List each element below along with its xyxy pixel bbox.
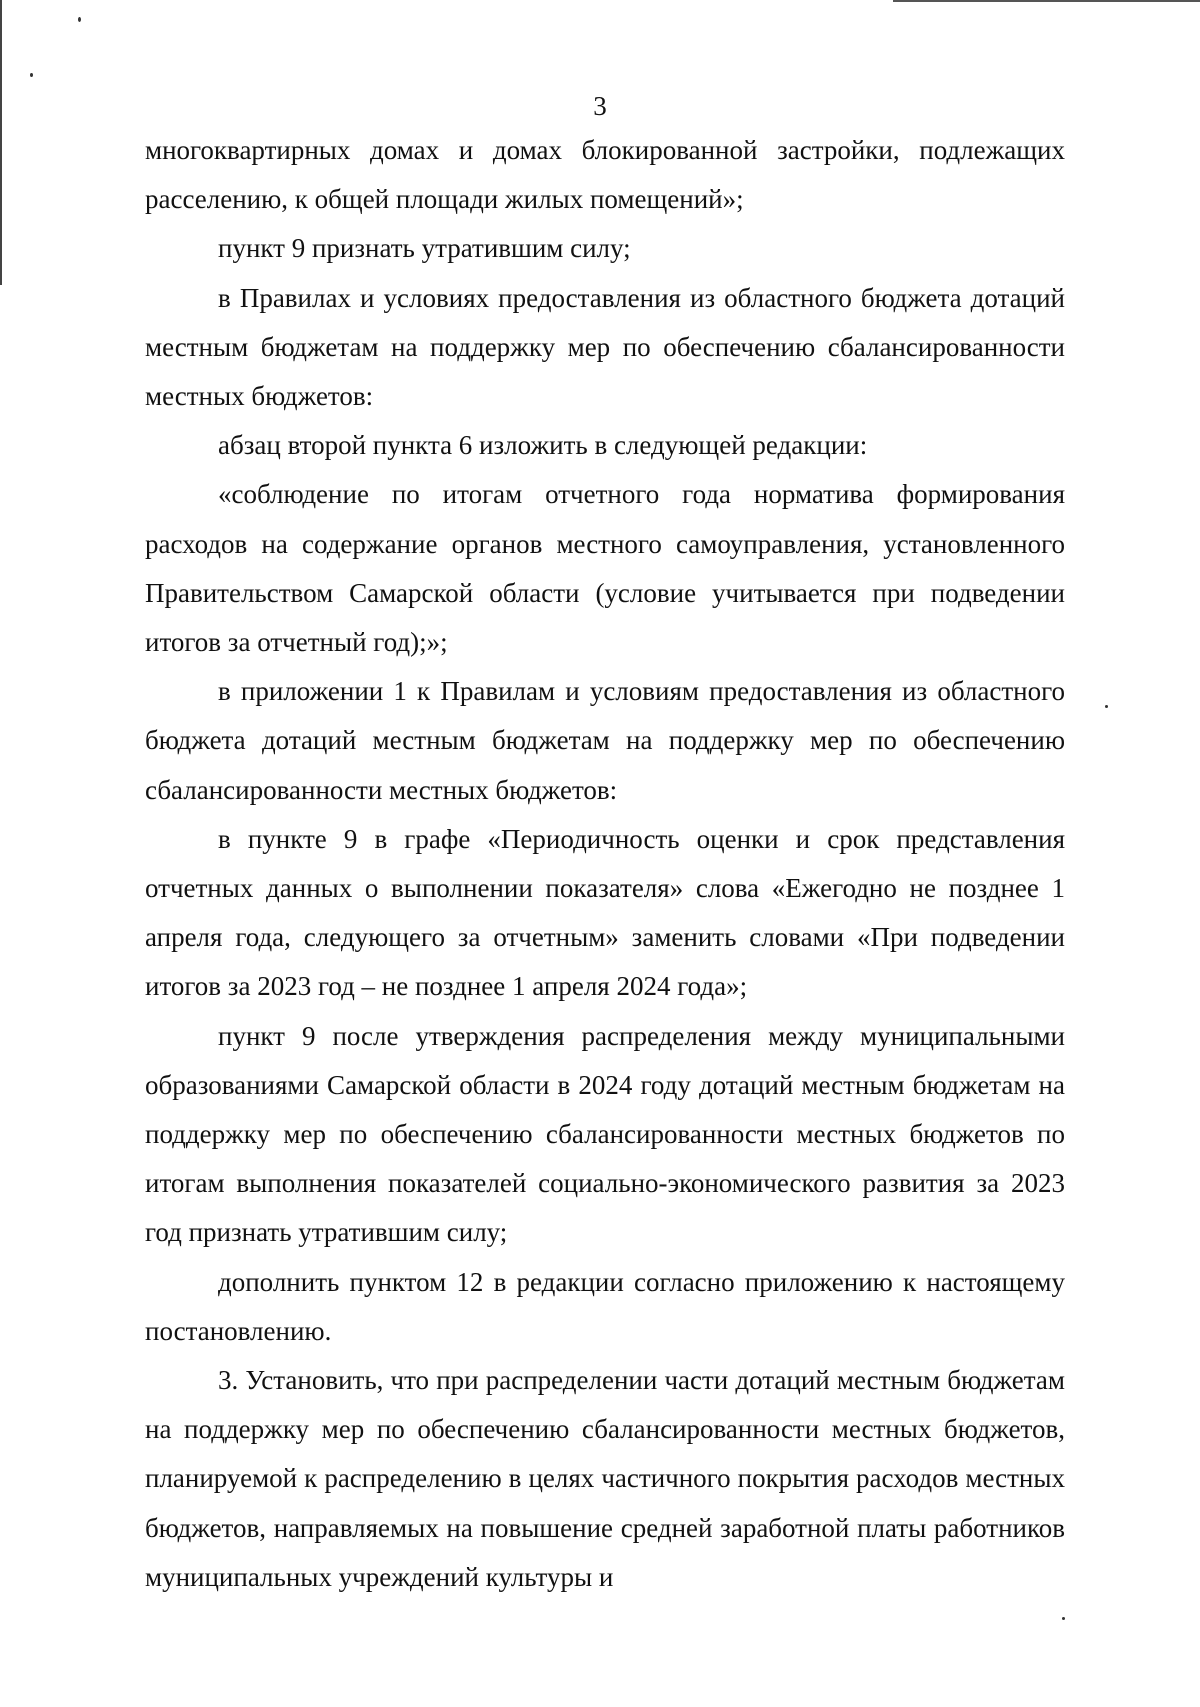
scan-speck xyxy=(78,17,81,22)
scan-edge-artifact xyxy=(0,0,2,285)
paragraph: многоквартирных домах и домах блокированной застройки, подлежащих расселению, к общей площади жилых помещений»; xyxy=(145,135,1065,215)
scan-speck xyxy=(1105,705,1108,708)
paragraph: в Правилах и условиях предоставления из областного бюджета дотаций местным бюджетам на поддержку мер по обеспечению сбалансированности местных бюджетов: xyxy=(145,282,1065,412)
paragraph: в приложении 1 к Правилам и условиям предоставления из областного бюджета дотаций местным бюджетам на поддержку мер по обеспечению сбалансированности местных бюджетов: xyxy=(145,676,1065,805)
paragraph: дополнить пунктом 12 в редакции согласно приложению к настоящему постановлению. xyxy=(145,1266,1065,1346)
paragraph: 3. Установить, что при распределении части дотаций местным бюджетам на поддержку мер по обеспечению сбалансированности местных бюджетов, планируемой к распределению в целях частичного покрытия расходов местных бюджетов, направляемых на повышение средней заработной платы работников муниципальных учреждений культуры и xyxy=(145,1365,1065,1592)
document-body xyxy=(145,126,1065,1602)
scan-top-line-artifact xyxy=(893,0,1200,2)
paragraph: пункт 9 после утверждения распределения между муниципальными образованиями Самарской области в 2024 году дотаций местным бюджетам на поддержку мер по обеспечению сбалансированности местных бюджетов по итогам выполнения показателей социально-экономического развития за 2023 год признать утратившим силу; xyxy=(145,1020,1065,1248)
paragraph: «соблюдение по итогам отчетного года норматива формирования расходов на содержание органов местного самоуправления, установленного Правительством Самарской области (условие учитывается при подведении итогов за отчетный год);»; xyxy=(145,479,1065,658)
paragraph: пункт 9 признать утратившим силу; xyxy=(218,233,631,264)
paragraph: в пункте 9 в графе «Периодичность оценки и срок представления отчетных данных о выполнении показателя» слова «Ежегодно не позднее 1 апреля года, следующего за отчетным» заменить словами «При подведении итогов за 2023 год – не позднее 1 апреля 2024 года»; xyxy=(145,823,1065,1002)
paragraph: абзац второй пункта 6 изложить в следующей редакции: xyxy=(218,430,868,461)
scan-speck xyxy=(1062,1617,1065,1620)
scan-speck xyxy=(30,73,33,77)
page-number: 3 xyxy=(593,91,607,121)
